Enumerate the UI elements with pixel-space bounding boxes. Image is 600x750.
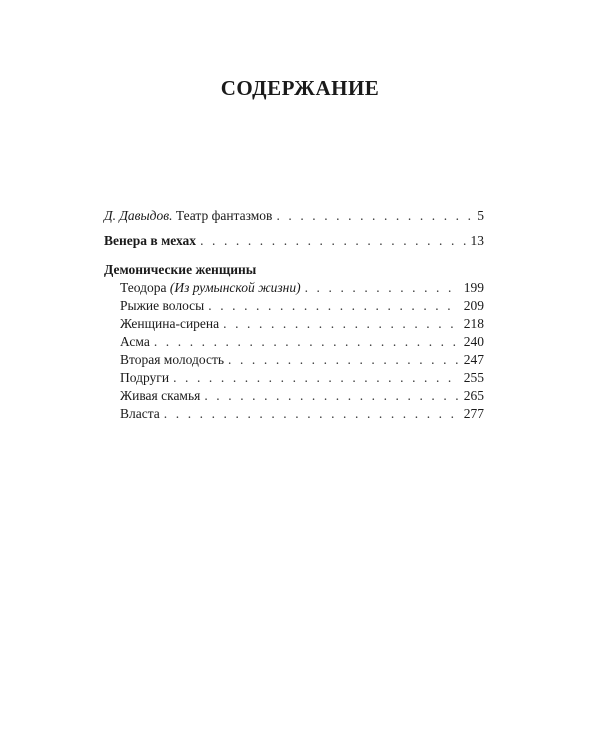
page-title: СОДЕРЖАНИЕ — [220, 76, 380, 100]
toc-entry[interactable] — [104, 333, 484, 351]
toc-entry-title: Венера в мехах — [104, 233, 197, 248]
toc-leader-dots — [276, 207, 473, 225]
toc-entry-novel[interactable] — [104, 232, 484, 250]
toc-entry-title-text: Теодора — [120, 280, 167, 295]
toc-entry[interactable] — [104, 387, 484, 405]
toc-page-number: 247 — [463, 352, 484, 367]
toc-page-number: 199 — [463, 280, 484, 295]
toc-page-number: 240 — [463, 334, 484, 349]
toc-leader-dots — [223, 315, 460, 333]
toc-entry-title: Подруги — [120, 370, 170, 385]
toc-entry-title: Живая скамья — [120, 388, 201, 403]
toc-entry-title — [120, 279, 301, 297]
toc-page-number: 13 — [470, 233, 484, 248]
toc-page-number: 255 — [463, 370, 484, 385]
toc-entry-subtitle: (Из румынской жизни) — [169, 280, 301, 295]
toc-entry-title: Рыжие волосы — [120, 298, 205, 313]
toc-entry[interactable] — [104, 315, 484, 333]
toc-page-number: 218 — [463, 316, 484, 331]
toc-page-number: 265 — [463, 388, 484, 403]
toc-entry[interactable] — [104, 405, 484, 423]
toc-entry-title: Асма — [120, 334, 150, 349]
toc-entry-title-text: Театр фантазмов — [175, 208, 273, 223]
toc-section-heading: Демонические женщины — [104, 262, 257, 277]
toc-leader-dots — [228, 351, 460, 369]
toc-page-number: 5 — [477, 208, 484, 223]
toc-page-number: 277 — [463, 406, 484, 421]
toc-leader-dots — [154, 333, 460, 351]
toc-entry-author: Д. Давыдов. — [104, 208, 173, 223]
toc-entry[interactable] — [104, 279, 484, 297]
toc-page-number: 209 — [463, 298, 484, 313]
toc-entry-title: Власта — [120, 406, 160, 421]
toc-leader-dots — [164, 405, 460, 423]
table-of-contents — [104, 207, 484, 423]
toc-leader-dots — [208, 297, 460, 315]
toc-entry[interactable] — [104, 297, 484, 315]
toc-leader-dots — [200, 232, 466, 250]
toc-entry-preface[interactable] — [104, 207, 484, 225]
toc-leader-dots — [173, 369, 460, 387]
toc-entry-title: Вторая молодость — [120, 352, 225, 367]
toc-leader-dots — [204, 387, 459, 405]
toc-entry[interactable] — [104, 351, 484, 369]
toc-entry-title: Женщина-сирена — [120, 316, 220, 331]
toc-entry[interactable] — [104, 369, 484, 387]
toc-leader-dots — [305, 279, 460, 297]
toc-entry-title — [104, 207, 272, 225]
